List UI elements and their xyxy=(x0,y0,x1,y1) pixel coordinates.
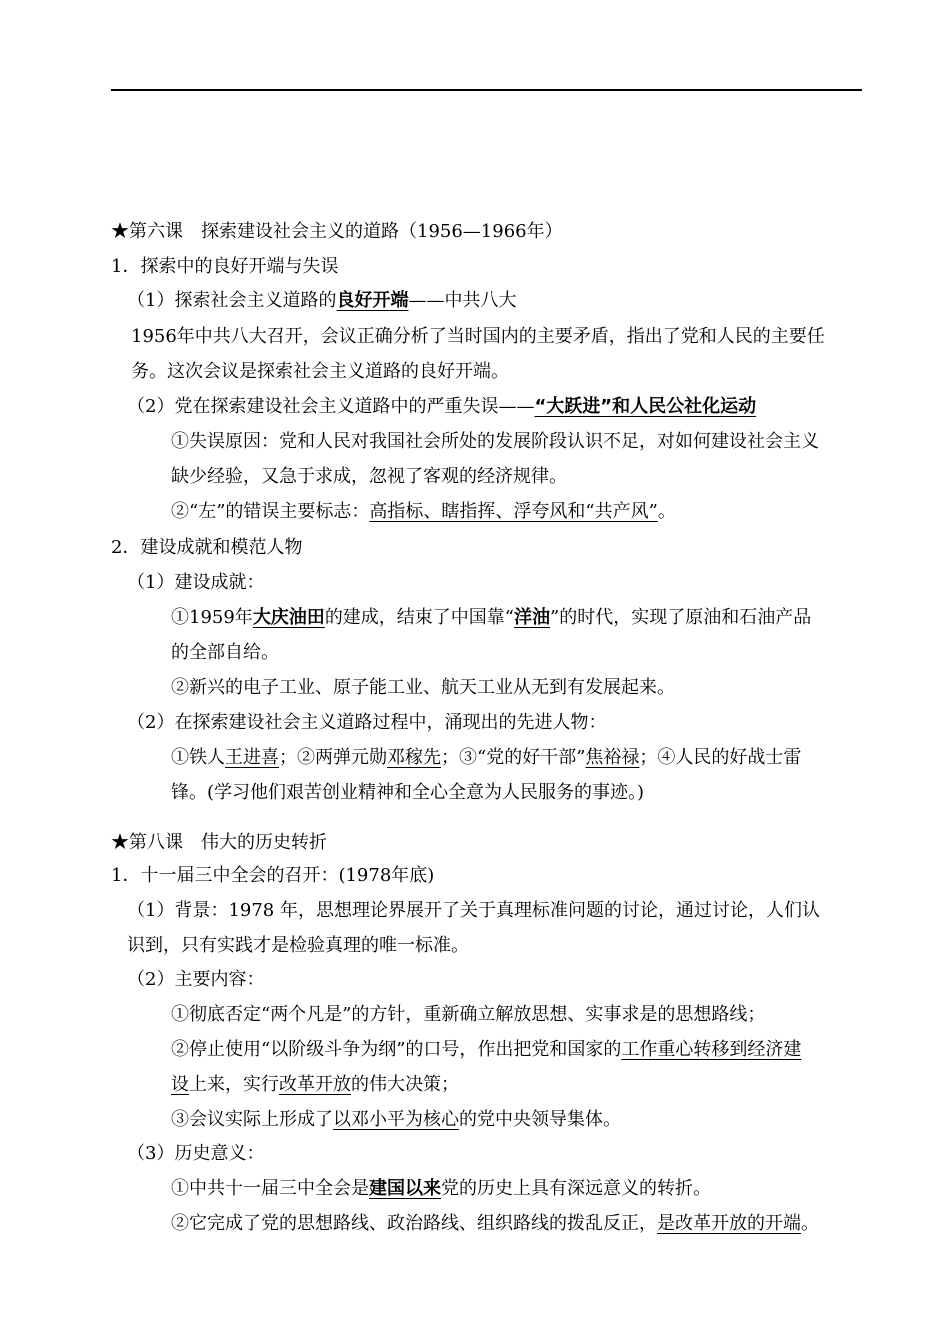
lesson8-background: （1）背景：1978 年，思想理论界展开了关于真理标准问题的讨论，通过讨论，人们认 xyxy=(127,900,820,921)
lesson6-section2-heading: 2．建设成就和模范人物 xyxy=(111,537,303,558)
lesson8-content-2 xyxy=(171,1037,801,1063)
key-term: 是改革开放的开端 xyxy=(657,1213,801,1234)
paragraph-line: 锋。(学习他们艰苦创业精神和全心全意为人民服务的事迹。) xyxy=(171,782,645,803)
lesson8-content-2-cont xyxy=(171,1072,459,1098)
text: ”的时代，实现了原油和石油产品 xyxy=(550,607,812,628)
lesson6-error-signs xyxy=(171,499,676,525)
text: ；④人民的好战士雷 xyxy=(639,747,802,768)
lesson6-achievement-1 xyxy=(171,605,811,631)
key-term: 高指标、瞎指挥、浮夸风和“共产风” xyxy=(369,501,658,522)
text: 的伟大决策； xyxy=(351,1074,459,1095)
key-term: 建国以来 xyxy=(369,1178,441,1199)
text: ；②两弹元勋 xyxy=(279,747,387,768)
lesson6-point1-1 xyxy=(127,288,516,314)
paragraph-line: ①失误原因：党和人民对我国社会所处的发展阶段认识不足，对如何建设社会主义 xyxy=(171,431,819,452)
lesson6-point2-1: （1）建设成就： xyxy=(127,572,265,593)
key-term: 工作重心转移到经济建 xyxy=(621,1039,802,1060)
key-term: “大跃进”和人民公社化运动 xyxy=(534,396,757,417)
lesson6-achievement-2: ②新兴的电子工业、原子能工业、航天工业从无到有发展起来。 xyxy=(171,677,675,698)
key-term: 王进喜 xyxy=(225,747,279,768)
key-term: 改革开放 xyxy=(279,1074,351,1095)
text: 。 xyxy=(657,501,676,522)
key-term: 以邓小平为核心 xyxy=(333,1109,459,1130)
lesson6-heroes xyxy=(171,745,801,771)
lesson6-point2-2: （2）在探索建设社会主义道路过程中，涌现出的先进人物： xyxy=(127,712,607,733)
text: ②“左”的错误主要标志： xyxy=(171,501,370,522)
lesson6-title: ★第六课 探索建设社会主义的道路（1956—1966年） xyxy=(111,221,563,242)
key-term: 大庆油田 xyxy=(252,607,325,628)
key-term: 洋油 xyxy=(514,607,551,628)
paragraph-line: 缺少经验，又急于求成，忽视了客观的经济规律。 xyxy=(171,466,567,487)
lesson8-section1-heading: 1．十一届三中全会的召开：(1978年底) xyxy=(111,865,435,886)
text: 的党中央领导集体。 xyxy=(459,1109,621,1130)
paragraph-line: 的全部自给。 xyxy=(171,642,279,663)
lesson8-meaning-2 xyxy=(171,1211,819,1237)
header-rule xyxy=(111,89,862,91)
text: 的建成，结束了中国靠“ xyxy=(324,607,515,628)
text: ——中共八大 xyxy=(408,290,517,311)
text: ③会议实际上形成了 xyxy=(171,1109,333,1130)
paragraph-line: 1956年中共八大召开，会议正确分析了当时国内的主要矛盾，指出了党和人民的主要任 xyxy=(131,326,825,347)
text: ①1959年 xyxy=(171,607,253,628)
key-term: 良好开端 xyxy=(336,290,409,311)
lesson6-point1-2 xyxy=(127,394,756,420)
text: ②停止使用“以阶级斗争为纲”的口号，作出把党和国家的 xyxy=(171,1039,622,1060)
text: （2）党在探索建设社会主义道路中的严重失误—— xyxy=(127,396,535,417)
key-term: 设 xyxy=(171,1074,189,1095)
lesson8-title: ★第八课 伟大的历史转折 xyxy=(111,832,327,853)
key-term: 焦裕禄 xyxy=(585,747,640,768)
text: 。 xyxy=(801,1213,819,1234)
text: ；③“党的好干部” xyxy=(441,747,586,768)
lesson8-meaning-heading: （3）历史意义： xyxy=(127,1143,265,1164)
text: ①中共十一届三中全会是 xyxy=(171,1178,369,1199)
lesson8-content-3 xyxy=(171,1107,621,1133)
key-term: 邓稼先 xyxy=(387,747,441,768)
paragraph-line: 务。这次会议是探索社会主义道路的良好开端。 xyxy=(131,361,509,382)
lesson8-content-heading: （2）主要内容： xyxy=(127,969,265,990)
lesson8-meaning-1 xyxy=(171,1176,711,1202)
text: ①铁人 xyxy=(171,747,225,768)
text: 上来，实行 xyxy=(189,1074,279,1095)
text: （1）探索社会主义道路的 xyxy=(127,290,337,311)
text: ②它完成了党的思想路线、政治路线、组织路线的拨乱反正， xyxy=(171,1213,657,1234)
text: 党的历史上具有深远意义的转折。 xyxy=(441,1178,711,1199)
lesson6-section1-heading: 1．探索中的良好开端与失误 xyxy=(111,256,339,277)
paragraph-line: 识到，只有实践才是检验真理的唯一标准。 xyxy=(127,935,469,956)
lesson8-content-1: ①彻底否定“两个凡是”的方针，重新确立解放思想、实事求是的思想路线； xyxy=(171,1004,766,1025)
